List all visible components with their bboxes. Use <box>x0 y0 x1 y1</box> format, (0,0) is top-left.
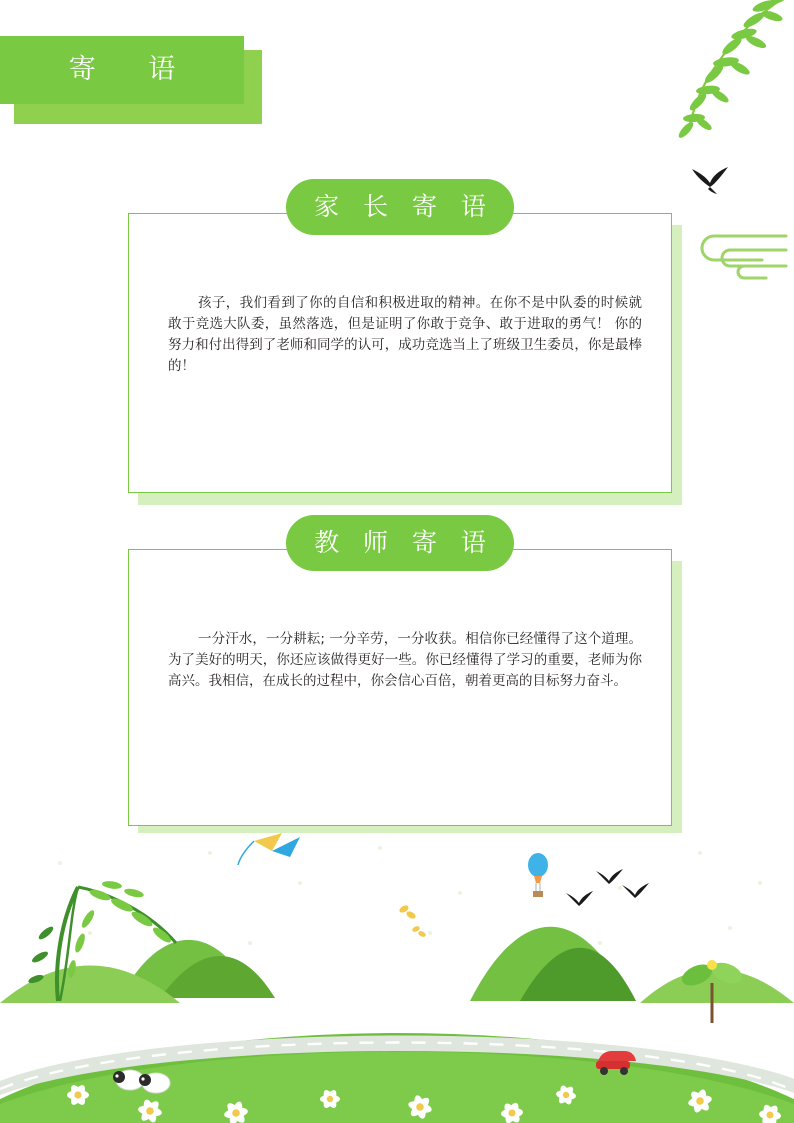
swallow-icon <box>690 165 730 195</box>
teacher-message-label: 教 师 寄 语 <box>286 515 514 571</box>
header-block <box>0 36 262 124</box>
willow-branch-icon <box>604 0 794 150</box>
teacher-message-text: 一分汗水，一分耕耘; 一分辛劳，一分收获。相信你已经懂得了这个道理。为了美好的明天，你还应该做得更好一些。你已经懂得了学习的重要，老师为你高兴。我相信，在成长的过程中，你会信心百倍，朝着更高的目标努力奋斗。 <box>168 631 642 689</box>
parent-message-card <box>128 192 672 493</box>
parent-message-text: 孩子，我们看到了你的自信和积极进取的精神。在你不是中队委的时候就敢于竞选大队委，虽然落选，但是证明了你敢于竞争、敢于进取的勇气！ 你的努力和付出得到了老师和同学的认可，成功竞选当上了班级卫生委员，你是最棒的！ <box>168 295 642 374</box>
page-title: 寄 语 <box>68 54 198 85</box>
cloud-swirl-icon <box>678 228 788 288</box>
spring-scenery-illustration <box>0 823 794 1123</box>
teacher-message-card <box>128 528 672 826</box>
parent-message-label: 家 长 寄 语 <box>286 179 514 235</box>
